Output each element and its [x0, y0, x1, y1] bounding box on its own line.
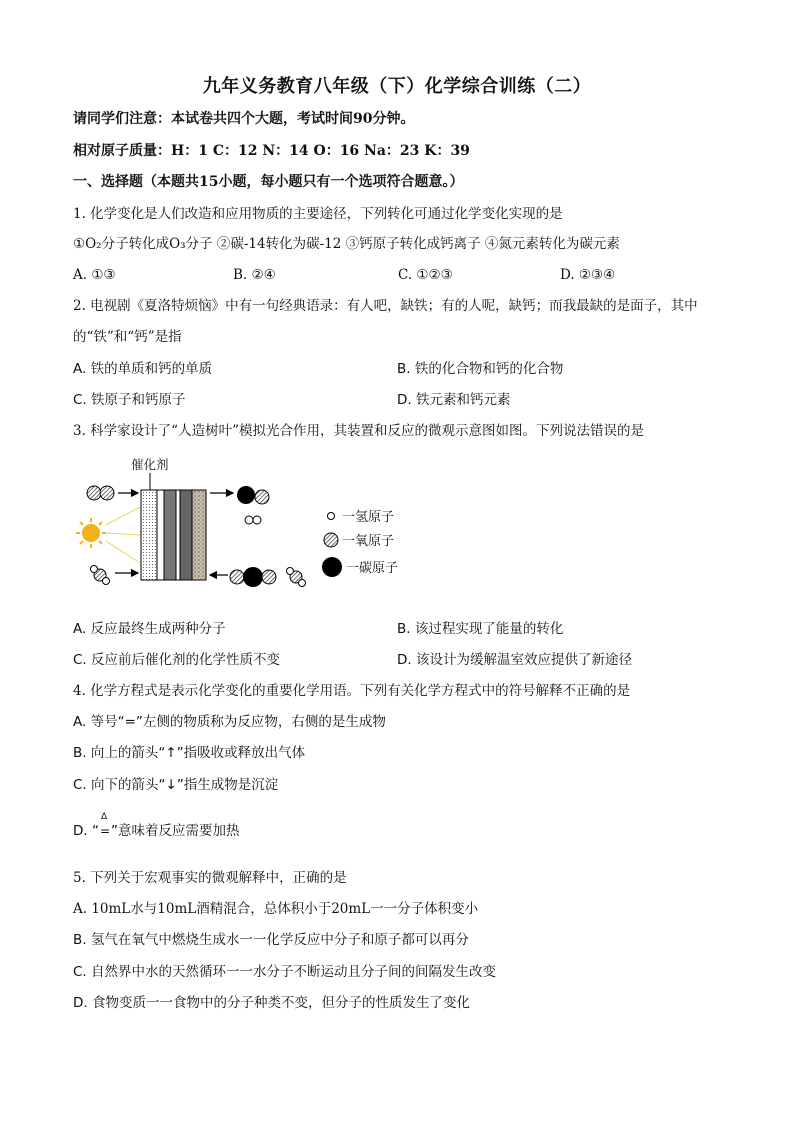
legend-hydrogen-icon: [328, 513, 335, 520]
artificial-leaf-diagram: [70, 455, 430, 595]
catalyst-layer: [141, 490, 157, 580]
q1-stem: 1. 化学变化是人们改造和应用物质的主要途径，下列转化可通过化学变化实现的是: [73, 206, 563, 222]
q2-option-c[interactable]: C. 铁原子和钙原子: [73, 392, 186, 408]
q4-option-a[interactable]: A. 等号“=”左侧的物质称为反应物，右侧的是生成物: [73, 714, 386, 730]
q4-stem: 4. 化学方程式是表示化学变化的重要化学用语。下列有关化学方程式中的符号解释不正确的是: [73, 683, 631, 699]
catalyst-label: 催化剂: [131, 457, 169, 472]
q2-option-b[interactable]: B. 铁的化合物和钙的化合物: [397, 361, 564, 377]
q4-option-d-prefix: D. “: [73, 823, 99, 839]
q5-option-a[interactable]: A. 10mL水与10mL酒精混合，总体积小于20mL一一分子体积变小: [73, 901, 479, 917]
carbon-dioxide-molecule: [230, 570, 244, 584]
q3-stem: 3. 科学家设计了“人造树叶”模拟光合作用，其装置和反应的微观示意图如图。下列说法错误的是: [73, 423, 644, 439]
exam-notice: 请同学们注意：本试卷共四个大题，考试时间90分钟。: [73, 111, 415, 127]
q1-items: ①O₂分子转化成O₃分子 ②碳-14转化为碳-12 ③钙原子转化成钙离子 ④氮元素转化为碳元素: [73, 236, 620, 252]
q1-option-a[interactable]: A. ①③: [73, 267, 116, 283]
sun-icon: [76, 518, 106, 548]
q2-stem-line2: 的“铁”和“钙”是指: [73, 329, 182, 345]
q4-option-d-suffix: ”意味着反应需要加热: [110, 823, 240, 839]
q5-option-c[interactable]: C. 自然界中水的天然循环一一水分子不断运动且分子间的间隔发生改变: [73, 964, 497, 980]
q1-option-d[interactable]: D. ②③④: [560, 267, 616, 283]
oxygen-molecule: [87, 486, 101, 500]
q4-option-c[interactable]: C. 向下的箭头“↓”指生成物是沉淀: [73, 777, 279, 793]
q5-option-b[interactable]: B. 氢气在氧气中燃烧生成水一一化学反应中分子和原子都可以再分: [73, 932, 469, 948]
q4-option-d[interactable]: [73, 812, 240, 840]
legend-oxygen-icon: [324, 533, 338, 547]
q5-option-d[interactable]: D. 食物变质一一食物中的分子种类不变，但分子的性质发生了变化: [73, 995, 470, 1011]
q4-option-b[interactable]: B. 向上的箭头“↑”指吸收或释放出气体: [73, 745, 306, 761]
legend-oxygen-label: 一氧原子: [342, 534, 395, 549]
q3-option-a[interactable]: A. 反应最终生成两种分子: [73, 621, 226, 637]
q1-option-b[interactable]: B. ②④: [233, 267, 276, 283]
legend-carbon-label: 一碳原子: [346, 561, 399, 576]
q2-stem-line1: 2. 电视剧《夏洛特烦恼》中有一句经典语录：有人吧，缺铁；有的人呢，缺钙；而我最缺的是面子，其中: [73, 298, 698, 314]
q1-option-c[interactable]: C. ①②③: [398, 267, 453, 283]
q3-option-c[interactable]: C. 反应前后催化剂的化学性质不变: [73, 652, 281, 668]
page-title: 九年义务教育八年级（下）化学综合训练（二）: [202, 76, 592, 97]
q5-stem: 5. 下列关于宏观事实的微观解释中，正确的是: [73, 870, 347, 886]
atomic-mass-line: 相对原子质量：H：1 C：12 N：14 O：16 Na：23 K：39: [73, 143, 470, 159]
q2-option-a[interactable]: A. 铁的单质和钙的单质: [73, 361, 213, 377]
q3-option-d[interactable]: D. 该设计为缓解温室效应提供了新途径: [397, 652, 632, 668]
q3-option-b[interactable]: B. 该过程实现了能量的转化: [397, 621, 564, 637]
legend-carbon-icon: [322, 557, 342, 577]
section-heading: 一、选择题（本题共15小题，每小题只有一个选项符合题意。）: [73, 174, 464, 190]
legend-hydrogen-label: 一氢原子: [342, 510, 395, 525]
heating-symbol: Δ =: [99, 812, 111, 838]
carbon-monoxide-molecule: [237, 486, 255, 504]
hydrogen-molecule: [245, 516, 253, 524]
q2-option-d[interactable]: D. 铁元素和钙元素: [397, 392, 511, 408]
